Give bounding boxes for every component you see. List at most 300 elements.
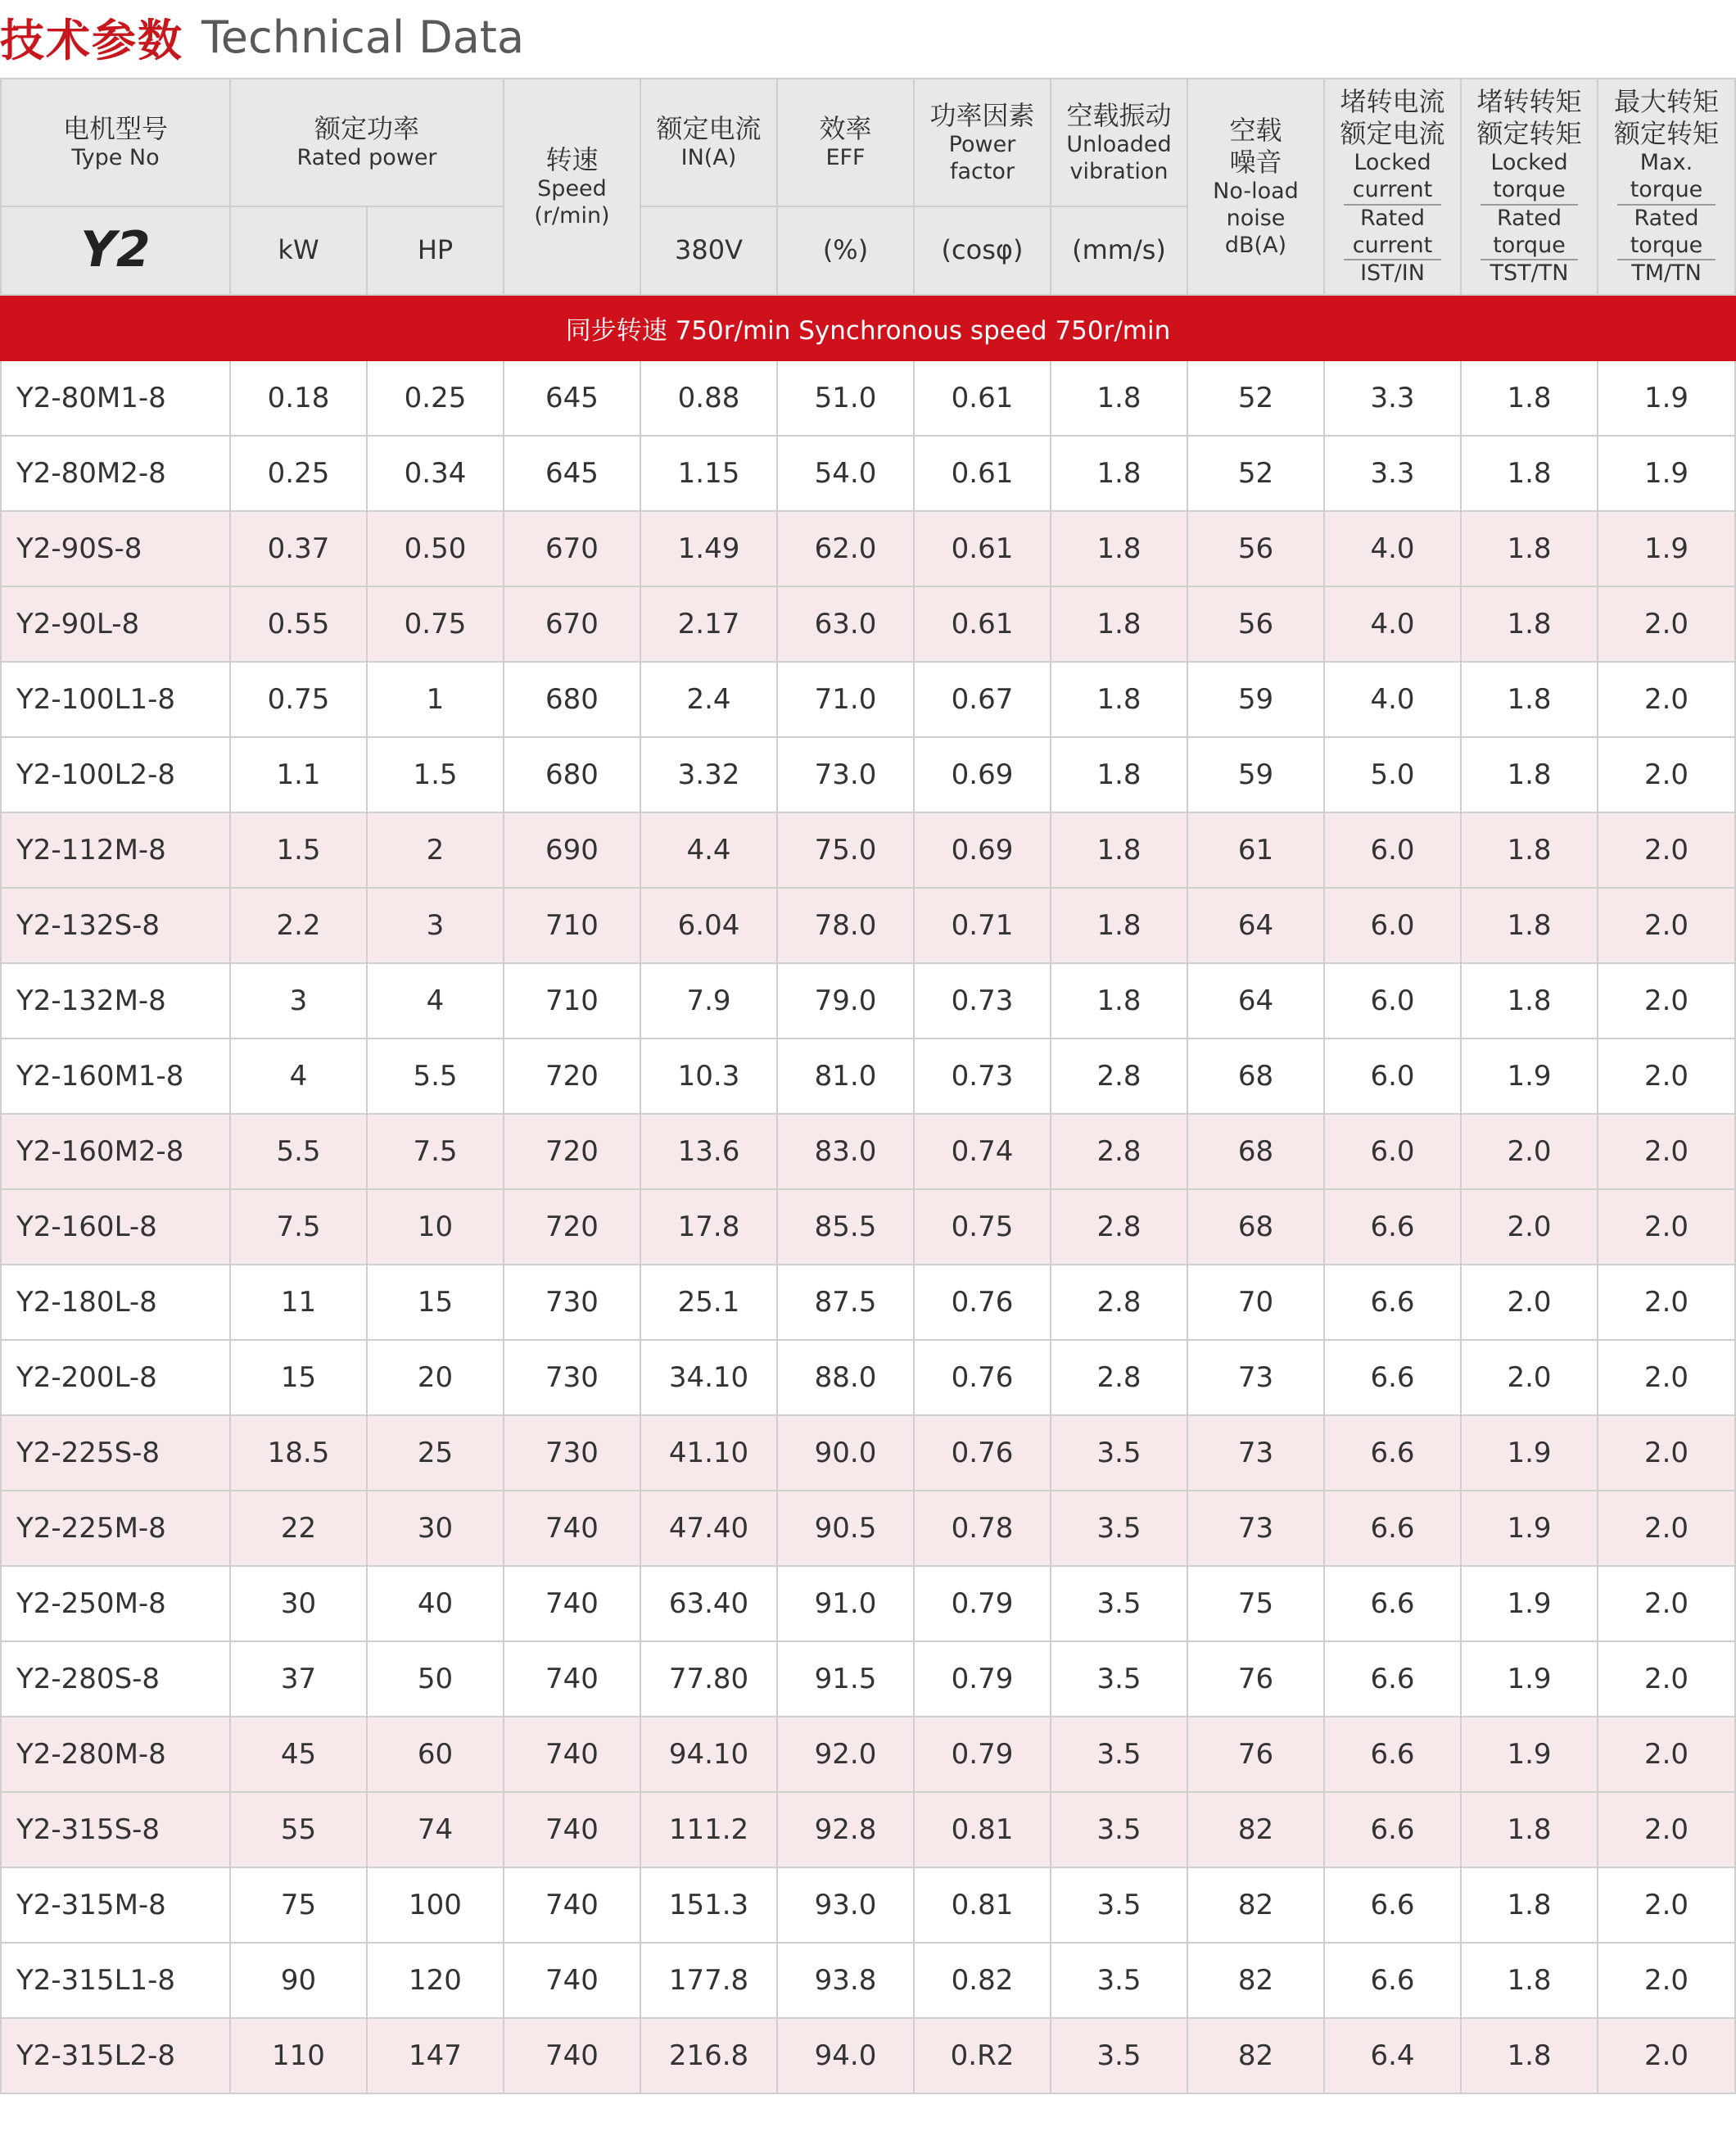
- value-cell: 90.5: [777, 1491, 914, 1566]
- value-cell: 17.8: [640, 1189, 777, 1265]
- value-cell: 740: [504, 1566, 640, 1641]
- value-cell: 61: [1187, 812, 1324, 888]
- value-cell: 6.0: [1324, 812, 1461, 888]
- value-cell: 1.9: [1461, 1415, 1598, 1491]
- value-cell: 6.6: [1324, 1265, 1461, 1340]
- value-cell: 0.73: [914, 1039, 1051, 1114]
- value-cell: 68: [1187, 1039, 1324, 1114]
- table-row: [1, 436, 1735, 511]
- header-lc-en3: Rated: [1359, 205, 1426, 231]
- value-cell: 51.0: [777, 360, 914, 436]
- value-cell: 1.8: [1461, 360, 1598, 436]
- header-eff-unit-label: (%): [822, 234, 869, 266]
- value-cell: 151.3: [640, 1867, 777, 1943]
- value-cell: 0.75: [230, 662, 367, 737]
- value-cell: 0.25: [367, 360, 504, 436]
- value-cell: 1.15: [640, 436, 777, 511]
- header-hp-label: HP: [417, 234, 454, 266]
- value-cell: 59: [1187, 662, 1324, 737]
- value-cell: 110: [230, 2018, 367, 2093]
- value-cell: 83.0: [777, 1114, 914, 1189]
- value-cell: 60: [367, 1717, 504, 1792]
- value-cell: 71.0: [777, 662, 914, 737]
- header-mt-en1: Max.: [1639, 149, 1693, 175]
- model-cell: Y2-315L2-8: [1, 2018, 230, 2093]
- value-cell: 1.9: [1461, 1717, 1598, 1792]
- value-cell: 13.6: [640, 1114, 777, 1189]
- value-cell: 0.88: [640, 360, 777, 436]
- value-cell: 3: [367, 888, 504, 963]
- value-cell: 15: [367, 1265, 504, 1340]
- value-cell: 4.0: [1324, 511, 1461, 586]
- value-cell: 0.55: [230, 586, 367, 662]
- header-noise: [1187, 79, 1324, 295]
- model-cell: Y2-225S-8: [1, 1415, 230, 1491]
- header-power-factor: [914, 79, 1051, 206]
- value-cell: 3.5: [1051, 1717, 1187, 1792]
- header-mt-cn2: 额定转矩: [1613, 117, 1719, 149]
- header-mt-cn1: 最大转矩: [1613, 85, 1719, 117]
- value-cell: 90: [230, 1943, 367, 2018]
- value-cell: 76: [1187, 1717, 1324, 1792]
- value-cell: 1.8: [1461, 963, 1598, 1039]
- value-cell: 7.9: [640, 963, 777, 1039]
- value-cell: 1.8: [1461, 586, 1598, 662]
- value-cell: 2.17: [640, 586, 777, 662]
- header-max-torque: [1598, 79, 1735, 295]
- value-cell: 11: [230, 1265, 367, 1340]
- value-cell: 1.8: [1461, 812, 1598, 888]
- value-cell: 93.8: [777, 1943, 914, 2018]
- value-cell: 2.0: [1598, 812, 1735, 888]
- value-cell: 720: [504, 1189, 640, 1265]
- value-cell: 73: [1187, 1340, 1324, 1415]
- model-series-label: Y2: [80, 221, 151, 279]
- table-row: [1, 1867, 1735, 1943]
- value-cell: 73: [1187, 1415, 1324, 1491]
- value-cell: 1.9: [1461, 1566, 1598, 1641]
- value-cell: 2.0: [1461, 1340, 1598, 1415]
- header-voltage-label: 380V: [675, 234, 743, 266]
- value-cell: 1.9: [1461, 1491, 1598, 1566]
- header-noise-cn1: 空载: [1229, 114, 1282, 146]
- value-cell: 10.3: [640, 1039, 777, 1114]
- model-cell: Y2-100L2-8: [1, 737, 230, 812]
- page-title-chinese: 技术参数: [0, 14, 183, 66]
- value-cell: 2.0: [1598, 1265, 1735, 1340]
- header-mt-en3: Rated: [1634, 205, 1699, 231]
- value-cell: 37: [230, 1641, 367, 1717]
- header-lt-cn1: 堵转转矩: [1476, 85, 1582, 117]
- value-cell: 720: [504, 1114, 640, 1189]
- header-lt-ratio: TST/TN: [1490, 260, 1569, 287]
- value-cell: 3.5: [1051, 1641, 1187, 1717]
- header-current-en: IN(A): [680, 145, 737, 171]
- header-pf-unit: [914, 206, 1051, 295]
- value-cell: 2.0: [1598, 963, 1735, 1039]
- header-pf-en2: factor: [949, 158, 1015, 184]
- value-cell: 59: [1187, 737, 1324, 812]
- value-cell: 6.6: [1324, 1867, 1461, 1943]
- value-cell: 6.04: [640, 888, 777, 963]
- value-cell: 2.0: [1598, 1415, 1735, 1491]
- value-cell: 82: [1187, 1867, 1324, 1943]
- value-cell: 3.5: [1051, 1867, 1187, 1943]
- value-cell: 1.9: [1598, 360, 1735, 436]
- value-cell: 7.5: [230, 1189, 367, 1265]
- value-cell: 2.0: [1598, 1867, 1735, 1943]
- table-row: [1, 1114, 1735, 1189]
- value-cell: 0.82: [914, 1943, 1051, 2018]
- table-row: [1, 812, 1735, 888]
- model-cell: Y2-250M-8: [1, 1566, 230, 1641]
- value-cell: 690: [504, 812, 640, 888]
- value-cell: 4.4: [640, 812, 777, 888]
- value-cell: 20: [367, 1340, 504, 1415]
- value-cell: 6.6: [1324, 1491, 1461, 1566]
- value-cell: 6.6: [1324, 1641, 1461, 1717]
- header-mt-en2: torque: [1630, 176, 1703, 202]
- table-row: [1, 586, 1735, 662]
- value-cell: 3.5: [1051, 1566, 1187, 1641]
- value-cell: 0.75: [367, 586, 504, 662]
- value-cell: 2.4: [640, 662, 777, 737]
- value-cell: 730: [504, 1265, 640, 1340]
- value-cell: 75.0: [777, 812, 914, 888]
- table-row: [1, 1717, 1735, 1792]
- value-cell: 90.0: [777, 1415, 914, 1491]
- technical-data-table: [0, 78, 1736, 2094]
- value-cell: 2.8: [1051, 1189, 1187, 1265]
- value-cell: 0.34: [367, 436, 504, 511]
- value-cell: 6.6: [1324, 1943, 1461, 2018]
- value-cell: 63.0: [777, 586, 914, 662]
- value-cell: 740: [504, 1943, 640, 2018]
- header-speed-unit: (r/min): [534, 202, 610, 229]
- value-cell: 41.10: [640, 1415, 777, 1491]
- value-cell: 2.0: [1598, 1039, 1735, 1114]
- table-row: [1, 1415, 1735, 1491]
- value-cell: 0.R2: [914, 2018, 1051, 2093]
- section-label: 同步转速 750r/min Synchronous speed 750r/min: [1, 295, 1735, 360]
- value-cell: 3: [230, 963, 367, 1039]
- header-lc-en2: current: [1352, 176, 1433, 202]
- value-cell: 92.8: [777, 1792, 914, 1867]
- header-pf-cn: 功率因素: [929, 99, 1035, 131]
- value-cell: 4: [367, 963, 504, 1039]
- header-noise-cn2: 噪音: [1229, 146, 1282, 178]
- value-cell: 73: [1187, 1491, 1324, 1566]
- value-cell: 0.61: [914, 360, 1051, 436]
- header-kw: [230, 206, 367, 295]
- value-cell: 5.5: [367, 1039, 504, 1114]
- header-type-no-en: Type No: [71, 145, 160, 171]
- header-speed-cn: 转速: [545, 143, 599, 175]
- value-cell: 216.8: [640, 2018, 777, 2093]
- value-cell: 82: [1187, 1943, 1324, 2018]
- value-cell: 6.0: [1324, 888, 1461, 963]
- header-eff-en: EFF: [825, 145, 866, 171]
- table-row: [1, 963, 1735, 1039]
- table-row: [1, 2018, 1735, 2093]
- header-locked-torque: [1461, 79, 1598, 295]
- value-cell: 56: [1187, 586, 1324, 662]
- value-cell: 3.5: [1051, 1491, 1187, 1566]
- value-cell: 1.8: [1051, 737, 1187, 812]
- value-cell: 3.3: [1324, 436, 1461, 511]
- value-cell: 1.8: [1051, 436, 1187, 511]
- value-cell: 4.0: [1324, 586, 1461, 662]
- value-cell: 1.9: [1461, 1039, 1598, 1114]
- value-cell: 1.9: [1598, 511, 1735, 586]
- value-cell: 78.0: [777, 888, 914, 963]
- value-cell: 0.61: [914, 436, 1051, 511]
- value-cell: 1.5: [367, 737, 504, 812]
- value-cell: 177.8: [640, 1943, 777, 2018]
- table-row: [1, 1641, 1735, 1717]
- value-cell: 1.8: [1051, 888, 1187, 963]
- value-cell: 3.32: [640, 737, 777, 812]
- value-cell: 111.2: [640, 1792, 777, 1867]
- value-cell: 0.69: [914, 737, 1051, 812]
- value-cell: 740: [504, 1867, 640, 1943]
- value-cell: 54.0: [777, 436, 914, 511]
- value-cell: 94.10: [640, 1717, 777, 1792]
- header-model-series: [1, 206, 230, 295]
- header-eff-unit: [777, 206, 914, 295]
- value-cell: 3.5: [1051, 2018, 1187, 2093]
- value-cell: 93.0: [777, 1867, 914, 1943]
- value-cell: 740: [504, 1491, 640, 1566]
- value-cell: 0.73: [914, 963, 1051, 1039]
- value-cell: 680: [504, 662, 640, 737]
- model-cell: Y2-315L1-8: [1, 1943, 230, 2018]
- value-cell: 52: [1187, 436, 1324, 511]
- header-lt-en3: Rated: [1496, 205, 1562, 231]
- value-cell: 25: [367, 1415, 504, 1491]
- value-cell: 6.6: [1324, 1792, 1461, 1867]
- header-current-cn: 额定电流: [656, 113, 762, 145]
- page-title: [0, 0, 524, 74]
- value-cell: 0.25: [230, 436, 367, 511]
- table-row: [1, 511, 1735, 586]
- value-cell: 4: [230, 1039, 367, 1114]
- value-cell: 1.8: [1461, 888, 1598, 963]
- table-row: [1, 360, 1735, 436]
- value-cell: 0.61: [914, 586, 1051, 662]
- value-cell: 82: [1187, 2018, 1324, 2093]
- value-cell: 64: [1187, 963, 1324, 1039]
- model-cell: Y2-180L-8: [1, 1265, 230, 1340]
- value-cell: 3.5: [1051, 1792, 1187, 1867]
- value-cell: 75: [1187, 1566, 1324, 1641]
- value-cell: 0.79: [914, 1717, 1051, 1792]
- value-cell: 0.76: [914, 1265, 1051, 1340]
- value-cell: 0.79: [914, 1566, 1051, 1641]
- header-rated-power: [230, 79, 504, 206]
- value-cell: 62.0: [777, 511, 914, 586]
- value-cell: 0.50: [367, 511, 504, 586]
- value-cell: 73.0: [777, 737, 914, 812]
- model-cell: Y2-200L-8: [1, 1340, 230, 1415]
- value-cell: 30: [230, 1566, 367, 1641]
- model-cell: Y2-315M-8: [1, 1867, 230, 1943]
- header-hp: [367, 206, 504, 295]
- value-cell: 2.0: [1598, 1491, 1735, 1566]
- table-row: [1, 1039, 1735, 1114]
- header-vib-cn: 空载振动: [1066, 99, 1172, 131]
- value-cell: 0.81: [914, 1792, 1051, 1867]
- value-cell: 30: [367, 1491, 504, 1566]
- header-vibration: [1051, 79, 1187, 206]
- value-cell: 4.0: [1324, 662, 1461, 737]
- header-speed: [504, 79, 640, 295]
- header-lt-en1: Locked: [1490, 149, 1568, 175]
- header-speed-en: Speed: [537, 175, 607, 201]
- value-cell: 87.5: [777, 1265, 914, 1340]
- value-cell: 6.6: [1324, 1566, 1461, 1641]
- header-lt-en2: torque: [1493, 176, 1566, 202]
- header-lc-en1: Locked: [1354, 149, 1431, 175]
- value-cell: 1.9: [1461, 1641, 1598, 1717]
- value-cell: 94.0: [777, 2018, 914, 2093]
- header-mt-ratio: TM/TN: [1631, 260, 1702, 287]
- value-cell: 2.0: [1598, 1566, 1735, 1641]
- value-cell: 0.61: [914, 511, 1051, 586]
- value-cell: 670: [504, 586, 640, 662]
- value-cell: 81.0: [777, 1039, 914, 1114]
- header-pf-en1: Power: [948, 131, 1016, 157]
- value-cell: 7.5: [367, 1114, 504, 1189]
- value-cell: 6.0: [1324, 1039, 1461, 1114]
- table-row: [1, 1792, 1735, 1867]
- section-banner: [1, 295, 1735, 360]
- value-cell: 3.5: [1051, 1415, 1187, 1491]
- value-cell: 2.0: [1598, 1641, 1735, 1717]
- header-rated-power-en: Rated power: [296, 145, 437, 171]
- value-cell: 76: [1187, 1641, 1324, 1717]
- table-row: [1, 1943, 1735, 2018]
- table-row: [1, 1265, 1735, 1340]
- value-cell: 2.0: [1598, 737, 1735, 812]
- value-cell: 2.0: [1598, 1943, 1735, 2018]
- value-cell: 64: [1187, 888, 1324, 963]
- model-cell: Y2-225M-8: [1, 1491, 230, 1566]
- value-cell: 0.67: [914, 662, 1051, 737]
- value-cell: 22: [230, 1491, 367, 1566]
- value-cell: 100: [367, 1867, 504, 1943]
- header-noise-en1: No-load: [1213, 178, 1299, 204]
- value-cell: 2.0: [1598, 586, 1735, 662]
- value-cell: 1.9: [1598, 436, 1735, 511]
- value-cell: 740: [504, 1792, 640, 1867]
- value-cell: 2.0: [1598, 1189, 1735, 1265]
- value-cell: 2.8: [1051, 1265, 1187, 1340]
- value-cell: 47.40: [640, 1491, 777, 1566]
- header-rated-power-cn: 额定功率: [314, 113, 419, 145]
- value-cell: 147: [367, 2018, 504, 2093]
- value-cell: 6.0: [1324, 963, 1461, 1039]
- value-cell: 2.0: [1598, 1717, 1735, 1792]
- header-vib-unit-label: (mm/s): [1072, 234, 1166, 266]
- value-cell: 2.0: [1598, 888, 1735, 963]
- header-voltage: [640, 206, 777, 295]
- value-cell: 91.5: [777, 1641, 914, 1717]
- header-noise-unit: dB(A): [1224, 232, 1287, 258]
- header-efficiency: [777, 79, 914, 206]
- table-row: [1, 1340, 1735, 1415]
- value-cell: 0.18: [230, 360, 367, 436]
- header-kw-label: kW: [278, 234, 319, 266]
- model-cell: Y2-315S-8: [1, 1792, 230, 1867]
- value-cell: 55: [230, 1792, 367, 1867]
- page-title-english: Technical Data: [201, 11, 525, 63]
- header-locked-current: [1324, 79, 1461, 295]
- value-cell: 56: [1187, 511, 1324, 586]
- value-cell: 0.78: [914, 1491, 1051, 1566]
- header-vib-en2: vibration: [1069, 158, 1169, 184]
- value-cell: 120: [367, 1943, 504, 2018]
- value-cell: 15: [230, 1340, 367, 1415]
- value-cell: 645: [504, 436, 640, 511]
- table-row: [1, 1566, 1735, 1641]
- value-cell: 1.8: [1051, 511, 1187, 586]
- model-cell: Y2-90S-8: [1, 511, 230, 586]
- value-cell: 91.0: [777, 1566, 914, 1641]
- value-cell: 680: [504, 737, 640, 812]
- value-cell: 3.3: [1324, 360, 1461, 436]
- value-cell: 1.5: [230, 812, 367, 888]
- value-cell: 5.0: [1324, 737, 1461, 812]
- value-cell: 2.0: [1461, 1265, 1598, 1340]
- value-cell: 68: [1187, 1189, 1324, 1265]
- value-cell: 75: [230, 1867, 367, 1943]
- value-cell: 82: [1187, 1792, 1324, 1867]
- model-cell: Y2-100L1-8: [1, 662, 230, 737]
- value-cell: 2.0: [1461, 1114, 1598, 1189]
- value-cell: 70: [1187, 1265, 1324, 1340]
- value-cell: 710: [504, 963, 640, 1039]
- value-cell: 1.8: [1461, 2018, 1598, 2093]
- value-cell: 85.5: [777, 1189, 914, 1265]
- value-cell: 1.8: [1461, 1792, 1598, 1867]
- value-cell: 10: [367, 1189, 504, 1265]
- value-cell: 6.0: [1324, 1114, 1461, 1189]
- value-cell: 0.76: [914, 1415, 1051, 1491]
- value-cell: 25.1: [640, 1265, 777, 1340]
- model-cell: Y2-160L-8: [1, 1189, 230, 1265]
- value-cell: 740: [504, 2018, 640, 2093]
- value-cell: 6.4: [1324, 2018, 1461, 2093]
- value-cell: 2.8: [1051, 1340, 1187, 1415]
- header-vib-unit: [1051, 206, 1187, 295]
- header-lc-cn1: 堵转电流: [1340, 85, 1445, 117]
- value-cell: 3.5: [1051, 1943, 1187, 2018]
- value-cell: 0.71: [914, 888, 1051, 963]
- value-cell: 0.69: [914, 812, 1051, 888]
- model-cell: Y2-80M1-8: [1, 360, 230, 436]
- header-lt-cn2: 额定转矩: [1476, 117, 1582, 149]
- model-cell: Y2-90L-8: [1, 586, 230, 662]
- header-lt-en4: torque: [1493, 232, 1566, 258]
- model-cell: Y2-132M-8: [1, 963, 230, 1039]
- value-cell: 1.8: [1461, 662, 1598, 737]
- value-cell: 0.37: [230, 511, 367, 586]
- value-cell: 1.8: [1461, 1867, 1598, 1943]
- header-eff-cn: 效率: [819, 113, 872, 145]
- value-cell: 1.8: [1051, 812, 1187, 888]
- value-cell: 1.8: [1461, 436, 1598, 511]
